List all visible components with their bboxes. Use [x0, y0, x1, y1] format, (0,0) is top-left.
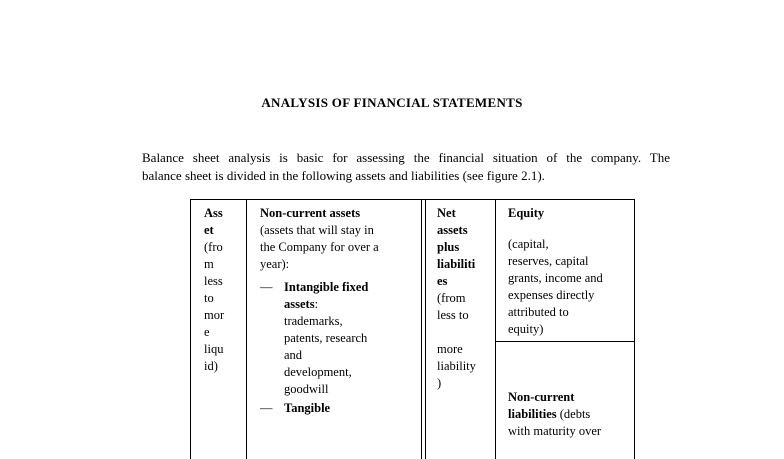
intangible-assets-text: trademarks,: [284, 314, 343, 328]
equity-text: expenses directly: [508, 288, 595, 302]
intro-line-1: Balance sheet analysis is basic for assessing the financial situation of the company. The: [142, 150, 670, 165]
asset-text: liqu: [204, 342, 224, 356]
non-current-assets-title: Non-current assets: [260, 206, 361, 220]
tangible-assets-title: Tangible: [284, 401, 331, 415]
intangible-assets-text: development,: [284, 365, 352, 379]
equity-text: (capital,: [508, 237, 549, 251]
intangible-assets-text: goodwill: [284, 382, 329, 396]
net-assets-text: liability: [437, 359, 476, 373]
bullet-dash: —: [260, 280, 273, 294]
table-right-border: [634, 199, 635, 459]
net-assets-text: (from: [437, 291, 466, 305]
equity-text: equity): [508, 322, 544, 336]
net-assets-text: more: [437, 342, 463, 356]
page-title: ANALYSIS OF FINANCIAL STATEMENTS: [261, 95, 523, 110]
net-assets-label: Net: [437, 206, 456, 220]
non-current-liabilities-text: (debts: [556, 407, 591, 421]
equity-divider: [495, 341, 634, 342]
non-current-liabilities-title: liabilities: [508, 407, 557, 421]
intro-paragraph: [142, 149, 670, 185]
asset-label: Ass: [204, 206, 223, 220]
equity-text: attributed to: [508, 305, 569, 319]
intangible-assets-text: patents, research: [284, 331, 368, 345]
equity-text: reserves, capital: [508, 254, 589, 268]
non-current-assets-cell: [260, 205, 420, 417]
intangible-assets-text: and: [284, 348, 303, 362]
non-current-liabilities-text: with maturity over: [508, 424, 602, 438]
asset-cell: [204, 205, 244, 375]
asset-text: mor: [204, 308, 225, 322]
intangible-assets-title: assets: [284, 297, 315, 311]
net-assets-cell: [437, 205, 495, 392]
equity-cell: [508, 205, 632, 338]
non-current-liabilities-cell: [508, 389, 632, 440]
non-current-liabilities-title: Non-current: [508, 390, 575, 404]
table-left-border: [190, 199, 191, 459]
asset-text: to: [204, 291, 214, 305]
non-current-assets-desc: (assets that will stay in: [260, 223, 374, 237]
net-assets-label: plus: [437, 240, 460, 254]
colon-text: :: [314, 297, 319, 311]
net-assets-label: liabiliti: [437, 257, 476, 271]
column-divider: [421, 199, 422, 459]
net-assets-text: ): [437, 376, 442, 390]
asset-text: m: [204, 257, 214, 271]
asset-text: less: [204, 274, 223, 288]
net-assets-label: es: [437, 274, 448, 288]
asset-label: et: [204, 223, 214, 237]
non-current-assets-desc: year):: [260, 257, 290, 271]
column-divider: [495, 199, 496, 459]
net-assets-text: less to: [437, 308, 469, 322]
net-assets-label: assets: [437, 223, 468, 237]
bullet-dash: —: [260, 401, 273, 415]
column-divider: [425, 199, 426, 459]
non-current-assets-desc: the Company for over a: [260, 240, 379, 254]
intro-line-2: balance sheet is divided in the following assets and liabilities (see figure 2.1).: [142, 168, 545, 183]
column-divider: [246, 199, 247, 459]
asset-text: e: [204, 325, 210, 339]
intangible-assets-title: Intangible fixed: [284, 280, 369, 294]
balance-sheet-figure: [190, 199, 636, 459]
equity-title: Equity: [508, 206, 545, 220]
asset-text: id): [204, 359, 218, 373]
asset-text: (fro: [204, 240, 223, 254]
equity-text: grants, income and: [508, 271, 603, 285]
table-top-border: [190, 199, 634, 200]
